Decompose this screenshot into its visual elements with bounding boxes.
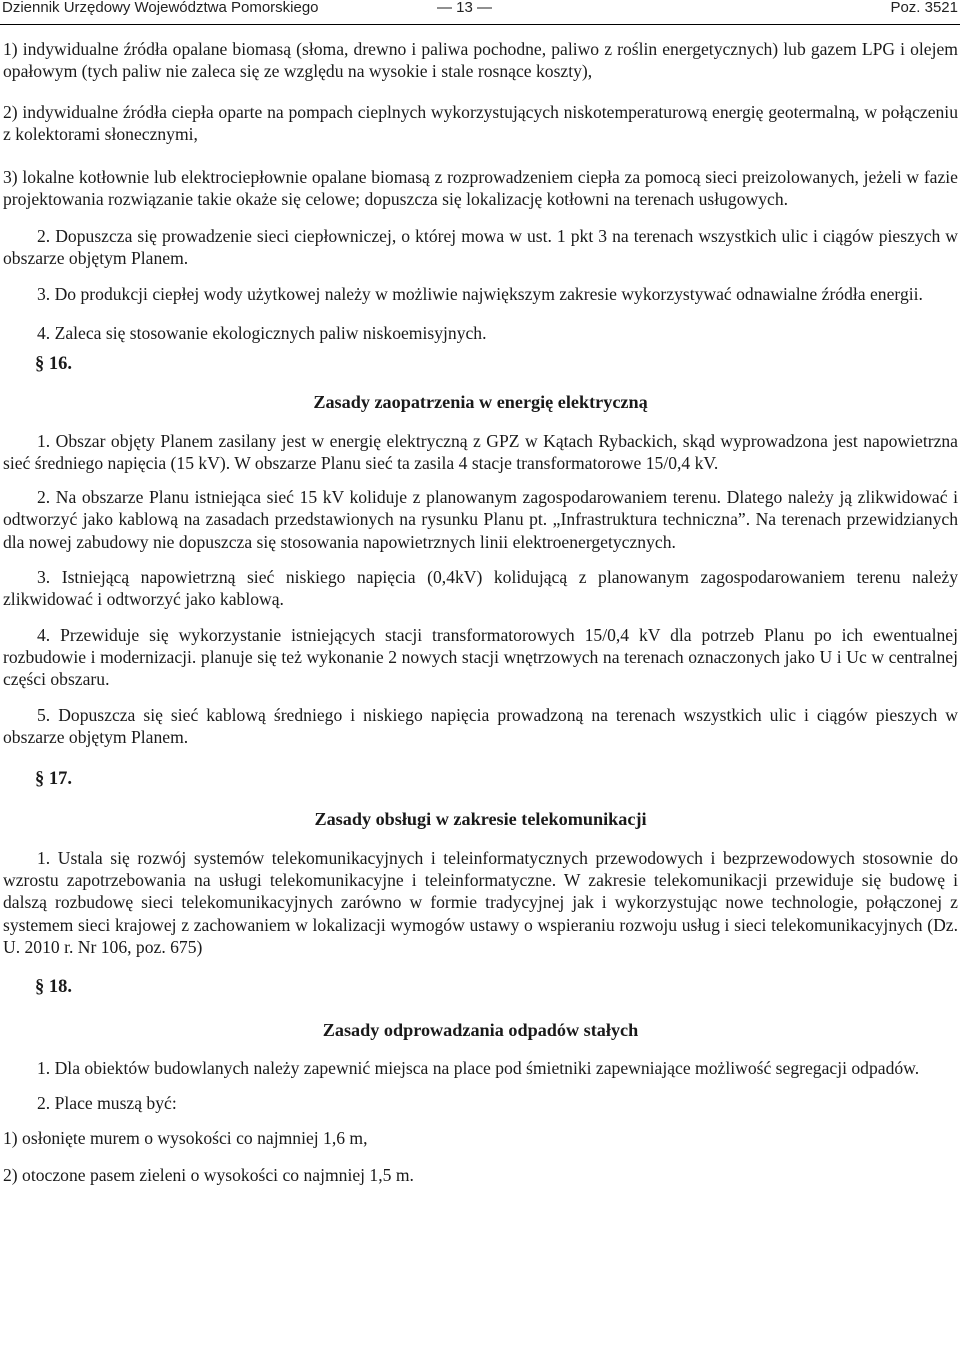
paragraph-electricity-3: 3. Istniejącą napowietrzną sieć niskiego napięcia (0,4kV) kolidującą z planowanym zagospodarowaniem terenu należy zlikwidować i odtworzyć jako kablową. xyxy=(3,567,958,610)
paragraph-waste-2: 2. Place muszą być: xyxy=(37,1093,177,1114)
paragraph-waste-1: 1. Dla obiektów budowlanych należy zapewnić miejsca na place pod śmietniki zapewniające możliwość segregacji odpadów. xyxy=(37,1057,920,1078)
section-number-18: § 18. xyxy=(35,977,72,998)
section-number-17: § 17. xyxy=(35,769,72,790)
section-heading-telecommunications: Zasady obsługi w zakresie telekomunikacji xyxy=(314,809,647,830)
paragraph-waste-2-item-1: 1) osłonięte murem o wysokości co najmniej 1,6 m, xyxy=(3,1128,368,1149)
paragraph-heating-network: 2. Dopuszcza się prowadzenie sieci ciepłowniczej, o której mowa w ust. 1 pkt 3 na terenach wszystkich ulic i ciągów pieszych w obszarze objętym Planem. xyxy=(3,225,958,269)
paragraph-heat-source-1: 1) indywidualne źródła opalane biomasą (słoma, drewno i paliwa pochodne, paliwo z roślin energetycznych) lub gazem LPG i olejem opałowym (tych paliw nie zaleca się ze względu na wysokie i stale rosnące koszty), xyxy=(3,39,958,82)
paragraph-electricity-1: 1. Obszar objęty Planem zasilany jest w energię elektryczną z GPZ w Kątach Rybackich, skąd wyprowadzona jest napowietrzna sieć średniego napięcia (15 kV). W obszarze Planu sieć ta zasila 4 stacje transformatorowe 15/0,4 kV. xyxy=(3,430,958,473)
paragraph-electricity-2: 2. Na obszarze Planu istniejąca sieć 15 kV koliduje z planowanym zagospodarowaniem terenu. Dlatego należy ją zlikwidować i odtworzyć jako kablową na zasadach przedstawionych na rysunku Planu pt. „Infrastruktura techniczna”. Na terenach przewidzianych dla nowej zabudowy nie dopuszcza się stosowania napowietrznych linii elektroenergetycznych. xyxy=(3,487,958,552)
section-number-16: § 16. xyxy=(35,353,72,374)
position-number: Poz. 3521 xyxy=(890,0,958,16)
paragraph-hot-water: 3. Do produkcji ciepłej wody użytkowej należy w możliwie największym zakresie wykorzystywać odnawialne źródła energii. xyxy=(37,284,923,305)
paragraph-heat-source-3: 3) lokalne kotłownie lub elektrociepłownie opalane biomasą z rozprowadzeniem ciepła za pomocą sieci preizolowanych, jeżeli w fazie projektowania rozwiązanie takie okaże się celowe; dopuszcza się lokalizację kotłowni na terenach usługowych. xyxy=(3,167,958,210)
journal-title: Dziennik Urzędowy Województwa Pomorskiego xyxy=(2,0,319,16)
section-heading-waste: Zasady odprowadzania odpadów stałych xyxy=(322,1019,639,1040)
page-header xyxy=(0,0,960,25)
page-number: — 13 — xyxy=(437,0,493,16)
document-body xyxy=(3,38,958,1186)
paragraph-fuels: 4. Zaleca się stosowanie ekologicznych paliw niskoemisyjnych. xyxy=(37,322,487,343)
paragraph-telecommunications-1: 1. Ustala się rozwój systemów telekomunikacyjnych i teleinformatycznych przewodowych i bezprzewodowych stosownie do wzrostu zapotrzebowania na usługi telekomunikacyjne i teleinformatyczne. W zakresie telekomunikacji przewiduje się budowę i dalszą rozbudowę sieci telekomunikacyjnych zarówno w formie tradycyjnej jak i wykorzystując nowe technologie, połączonej z systemem sieci krajowej z zachowaniem w lokalizacji wymogów ustawy o wspieraniu rozwoju usług i sieci telekomunikacyjnych (Dz. U. 2010 r. Nr 106, poz. 675) xyxy=(3,847,958,957)
paragraph-electricity-4: 4. Przewiduje się wykorzystanie istniejących stacji transformatorowych 15/0,4 kV dla potrzeb Planu po ich ewentualnej rozbudowie i modernizacji. planuje się też wykonanie 2 nowych stacji wnętrzowych na terenach oznaczonych jako U i Uc w centralnej części obszaru. xyxy=(3,624,958,690)
section-heading-electricity: Zasady zaopatrzenia w energię elektryczną xyxy=(313,392,648,413)
paragraph-waste-2-item-2: 2) otoczone pasem zieleni o wysokości co najmniej 1,5 m. xyxy=(3,1164,414,1185)
paragraph-heat-source-2: 2) indywidualne źródła ciepła oparte na pompach cieplnych wykorzystujących niskotemperaturową energię geotermalną, w połączeniu z kolektorami słonecznymi, xyxy=(3,101,958,144)
paragraph-electricity-5: 5. Dopuszcza się sieć kablową średniego i niskiego napięcia prowadzoną na terenach wszystkich ulic i ciągów pieszych w obszarze objętym Planem. xyxy=(3,704,958,747)
